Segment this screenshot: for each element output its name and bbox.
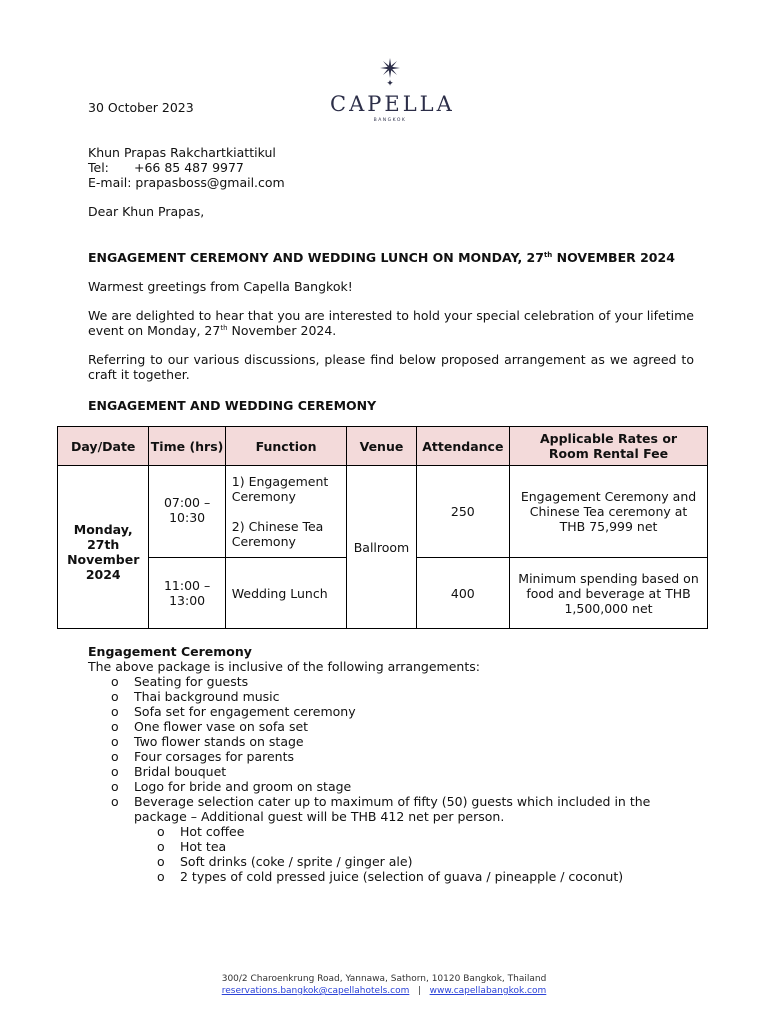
rate-cell	[510, 558, 708, 629]
list-item: o Sofa set for engagement ceremony	[88, 704, 694, 719]
logo-subtitle: BANGKOK	[373, 118, 407, 123]
para1-sup: th	[220, 324, 228, 332]
capella-logo	[330, 58, 455, 123]
email-row	[88, 175, 285, 190]
subject-pre: ENGAGEMENT CEREMONY AND WEDDING LUNCH ON MONDAY, 27	[88, 250, 544, 265]
header-rates	[510, 427, 708, 466]
small-star-icon: ✦	[386, 79, 394, 89]
header-time: Time (hrs)	[149, 427, 225, 466]
attendance-cell: 250	[416, 466, 509, 558]
time-cell	[149, 558, 225, 629]
header-venue: Venue	[347, 427, 416, 466]
engagement-intro: The above package is inclusive of the following arrangements:	[88, 659, 480, 674]
date-line: 2024	[85, 567, 121, 582]
footer-address: 300/2 Charoenkrung Road, Yannawa, Sathorn, 10120 Bangkok, Thailand	[221, 974, 547, 984]
function-line: 2) Chinese Tea	[231, 519, 324, 534]
time-start: 11:00 –	[163, 578, 211, 593]
venue-cell: Ballroom	[347, 466, 416, 629]
list-item: o Thai background music	[88, 689, 694, 704]
tel-value: +66 85 487 9977	[134, 160, 244, 175]
list-item: o Hot tea	[134, 839, 680, 854]
schedule-table	[57, 426, 708, 629]
time-end: 10:30	[169, 510, 206, 525]
footer-links	[0, 985, 768, 997]
logo-name: CAPELLA	[330, 92, 455, 116]
star-icon	[380, 58, 400, 78]
list-item: o One flower vase on sofa set	[88, 719, 694, 734]
list-item: o Bridal bouquet	[88, 764, 694, 779]
list-item: o Logo for bride and groom on stage	[88, 779, 694, 794]
function-cell	[225, 466, 347, 558]
greeting: Warmest greetings from Capella Bangkok!	[88, 279, 353, 294]
list-item	[88, 794, 694, 884]
recipient-name: Khun Prapas Rakchartkiattikul	[88, 145, 276, 160]
subject-sup: th	[543, 251, 553, 259]
function-cell: Wedding Lunch	[225, 558, 347, 629]
tel-row	[88, 160, 244, 175]
para1-pre: We are delighted to hear that you are interested to hold your special celebration of your lifetime event on Monday, 27	[88, 308, 694, 338]
time-end: 13:00	[169, 593, 206, 608]
paragraph-2: Referring to our various discussions, please find below proposed arrangement as we agreed to craft it together.	[88, 352, 694, 382]
list-item: o Soft drinks (coke / sprite / ginger ale)	[134, 854, 680, 869]
function-line: Ceremony	[231, 489, 296, 504]
letter-date: 30 October 2023	[88, 100, 194, 115]
paragraph-1	[88, 308, 694, 338]
time-cell	[149, 466, 225, 558]
salutation: Dear Khun Prapas,	[88, 204, 205, 219]
tel-label: Tel:	[88, 160, 109, 175]
section-title: ENGAGEMENT AND WEDDING CEREMONY	[88, 398, 377, 413]
rate-line: Engagement Ceremony and	[520, 489, 697, 504]
table-header-row	[58, 427, 708, 466]
date-line: 27th	[87, 537, 120, 552]
header-function: Function	[225, 427, 347, 466]
table-row	[58, 466, 708, 558]
header-rates-line: Room Rental Fee	[548, 446, 669, 461]
footer-email-link[interactable]: reservations.bangkok@capellahotels.com	[221, 986, 410, 996]
list-item: o 2 types of cold pressed juice (selection of guava / pineapple / coconut)	[134, 869, 680, 884]
header-date: Day/Date	[58, 427, 149, 466]
list-item: o Two flower stands on stage	[88, 734, 694, 749]
date-line: Monday,	[73, 522, 133, 537]
date-cell	[58, 466, 149, 629]
rate-line: Minimum spending based on	[518, 570, 699, 586]
date-line: November	[67, 552, 140, 567]
list-item: o Seating for guests	[88, 674, 694, 689]
subject-post: NOVEMBER 2024	[552, 250, 675, 265]
rate-cell	[510, 466, 708, 558]
footer-website-link[interactable]: www.capellabangkok.com	[429, 986, 547, 996]
rate-line: THB 75,999 net	[559, 519, 658, 534]
attendance-cell: 400	[416, 558, 509, 629]
function-line: 1) Engagement	[231, 474, 329, 489]
footer-separator: |	[417, 986, 421, 996]
email-label: E-mail:	[88, 175, 132, 190]
function-line: Ceremony	[231, 534, 296, 549]
rate-line: Chinese Tea ceremony at	[529, 504, 688, 519]
beverage-list	[134, 824, 694, 884]
rate-line: food and beverage at THB	[526, 585, 691, 601]
beverage-note: Beverage selection cater up to maximum of fifty (50) guests which included in the package – Additional guest will be THB 412 net per person.	[134, 794, 651, 824]
email-value: prapasboss@gmail.com	[135, 175, 285, 190]
list-item: o Four corsages for parents	[88, 749, 694, 764]
header-rates-line: Applicable Rates or	[539, 431, 678, 446]
para1-post: November 2024.	[227, 323, 337, 338]
subject-line	[88, 250, 675, 265]
time-start: 07:00 –	[163, 495, 211, 510]
arrangement-list	[88, 674, 694, 884]
header-attendance: Attendance	[416, 427, 509, 466]
list-item: o Hot coffee	[134, 824, 680, 839]
rate-line: 1,500,000 net	[564, 600, 653, 616]
engagement-heading: Engagement Ceremony	[88, 644, 252, 659]
